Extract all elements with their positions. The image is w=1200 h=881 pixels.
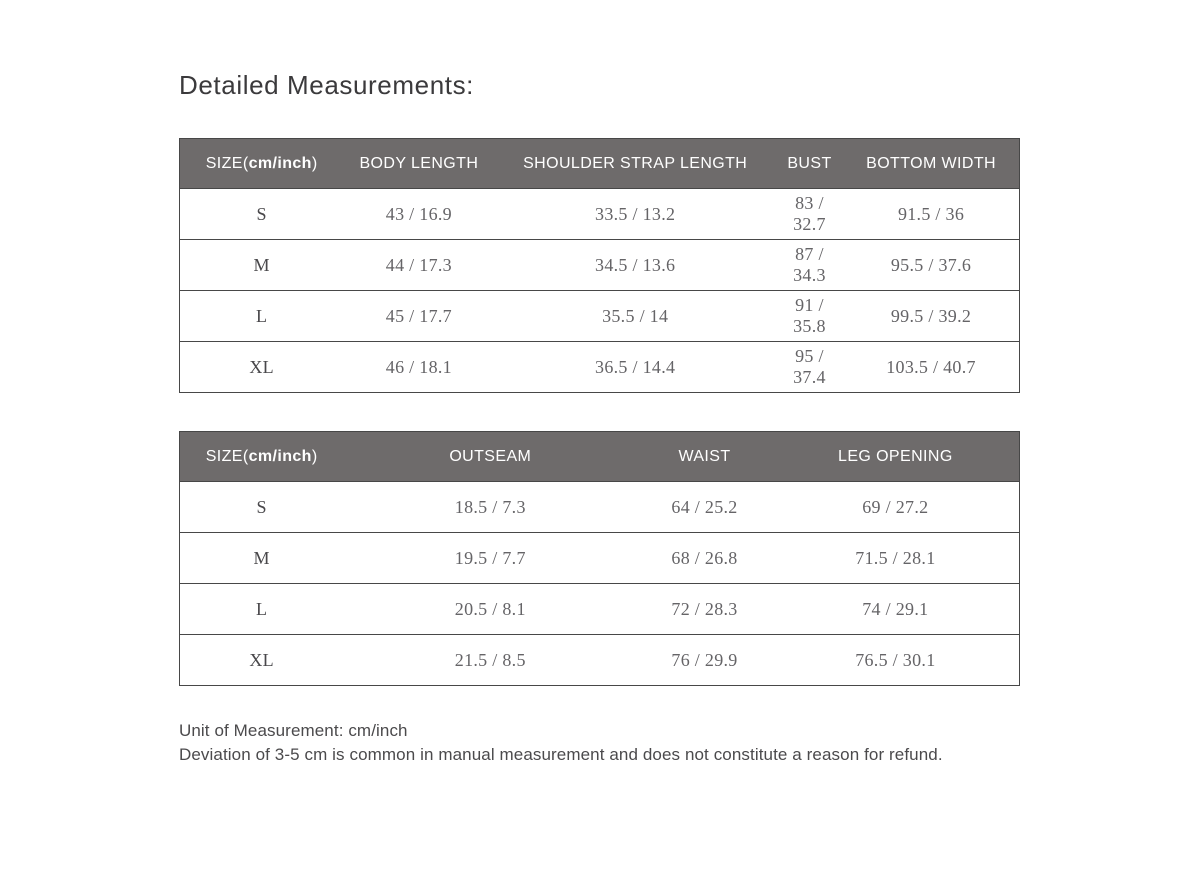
measurement-cell: 68 / 26.8 <box>637 533 771 584</box>
measurement-cell: 69 / 27.2 <box>772 482 1020 533</box>
size-header-unit: cm/inch <box>248 447 312 465</box>
measurement-cell: 44 / 17.3 <box>343 240 494 291</box>
top-measurements-table <box>179 138 1020 393</box>
measurement-cell: 46 / 18.1 <box>343 342 494 393</box>
measurement-cell: 21.5 / 8.5 <box>343 635 637 686</box>
bottom-measurements-table <box>179 431 1020 686</box>
column-header-size <box>180 432 344 482</box>
table-row <box>180 584 1020 635</box>
column-header-leg-opening: LEG OPENING <box>772 432 1020 482</box>
size-cell: M <box>180 533 344 584</box>
measurement-cell: 95.5 / 37.6 <box>843 240 1019 291</box>
size-cell: L <box>180 584 344 635</box>
unit-note: Unit of Measurement: cm/inch <box>179 721 408 740</box>
column-header-bust: BUST <box>776 139 843 189</box>
measurement-cell: 74 / 29.1 <box>772 584 1020 635</box>
column-header-size <box>180 139 344 189</box>
measurement-cell: 83 / 32.7 <box>776 189 843 240</box>
top-table-header <box>180 139 1020 189</box>
measurement-notes <box>179 719 1020 767</box>
size-cell: M <box>180 240 344 291</box>
size-header-prefix: SIZE( <box>205 154 249 172</box>
deviation-note: Deviation of 3-5 cm is common in manual measurement and does not constitute a reason for refund. <box>179 745 943 764</box>
measurement-cell: 43 / 16.9 <box>343 189 494 240</box>
measurement-cell: 64 / 25.2 <box>637 482 771 533</box>
column-header-body-length: BODY LENGTH <box>343 139 494 189</box>
size-header-suffix: ) <box>311 447 318 465</box>
table-row <box>180 342 1020 393</box>
size-cell: XL <box>180 635 344 686</box>
measurement-cell: 34.5 / 13.6 <box>494 240 775 291</box>
size-cell: S <box>180 482 344 533</box>
size-cell: S <box>180 189 344 240</box>
measurement-cell: 76.5 / 30.1 <box>772 635 1020 686</box>
measurement-cell: 71.5 / 28.1 <box>772 533 1020 584</box>
size-cell: XL <box>180 342 344 393</box>
bottom-table-header <box>180 432 1020 482</box>
size-header-prefix: SIZE( <box>205 447 249 465</box>
column-header-shoulder-strap-length: SHOULDER STRAP LENGTH <box>494 139 775 189</box>
measurement-cell: 87 / 34.3 <box>776 240 843 291</box>
size-header-suffix: ) <box>311 154 318 172</box>
size-cell: L <box>180 291 344 342</box>
measurement-cell: 35.5 / 14 <box>494 291 775 342</box>
measurement-cell: 36.5 / 14.4 <box>494 342 775 393</box>
table-row <box>180 240 1020 291</box>
measurement-cell: 91.5 / 36 <box>843 189 1019 240</box>
table-row <box>180 482 1020 533</box>
measurement-cell: 103.5 / 40.7 <box>843 342 1019 393</box>
column-header-waist: WAIST <box>637 432 771 482</box>
table-row <box>180 635 1020 686</box>
measurement-cell: 91 / 35.8 <box>776 291 843 342</box>
measurement-cell: 72 / 28.3 <box>637 584 771 635</box>
page-title: Detailed Measurements: <box>179 70 474 100</box>
column-header-outseam: OUTSEAM <box>343 432 637 482</box>
measurement-cell: 20.5 / 8.1 <box>343 584 637 635</box>
measurement-cell: 95 / 37.4 <box>776 342 843 393</box>
size-header-unit: cm/inch <box>248 154 312 172</box>
measurement-cell: 19.5 / 7.7 <box>343 533 637 584</box>
measurement-cell: 45 / 17.7 <box>343 291 494 342</box>
measurement-cell: 18.5 / 7.3 <box>343 482 637 533</box>
measurement-cell: 99.5 / 39.2 <box>843 291 1019 342</box>
measurement-cell: 76 / 29.9 <box>637 635 771 686</box>
size-chart-page <box>0 70 1200 767</box>
table-row <box>180 533 1020 584</box>
column-header-bottom-width: BOTTOM WIDTH <box>843 139 1019 189</box>
table-row <box>180 291 1020 342</box>
measurement-cell: 33.5 / 13.2 <box>494 189 775 240</box>
table-row <box>180 189 1020 240</box>
